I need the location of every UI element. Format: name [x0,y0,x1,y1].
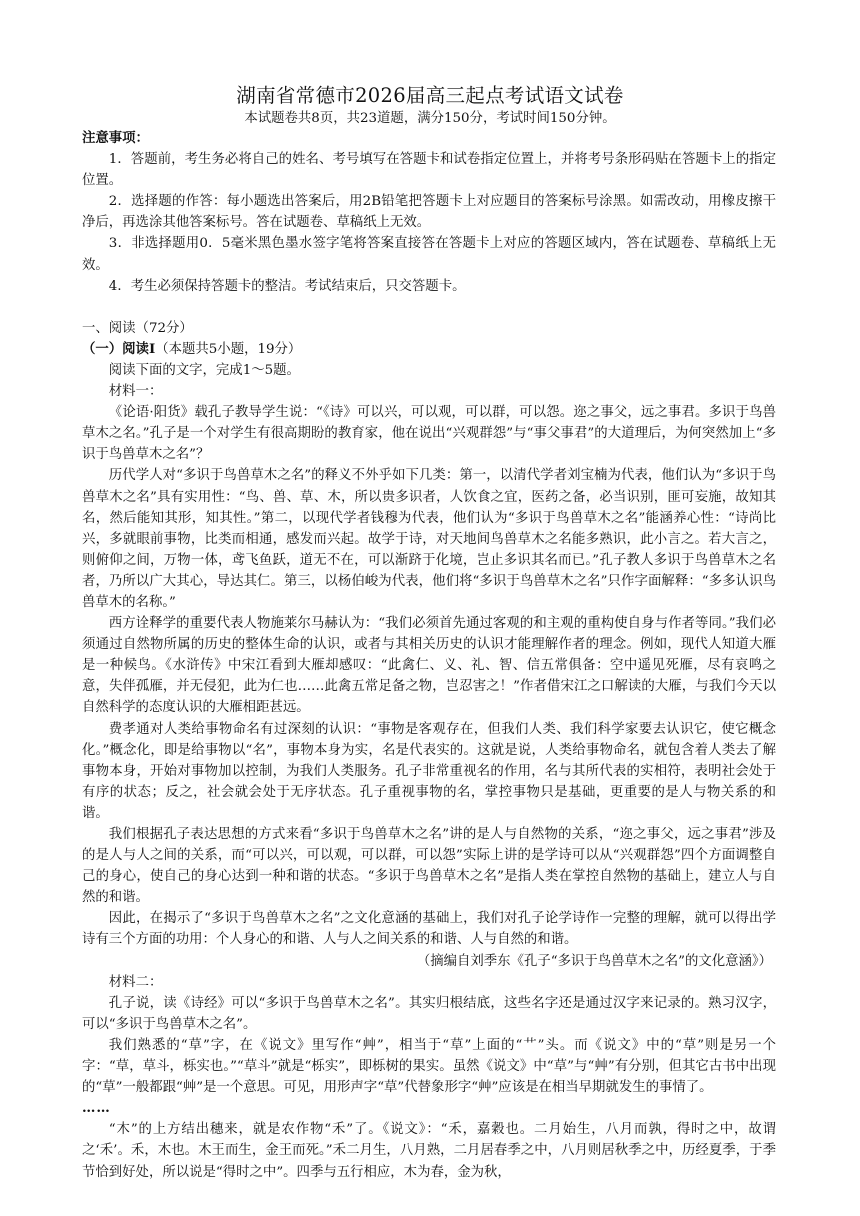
reading-instruction: 阅读下面的文字，完成1～5题。 [108,362,300,378]
material-paragraph: 费孝通对人类给事物命名有过深刻的认识：“事物是客观存在，但我们人类、我们科学家要去认识它，使它概念化。”概念化，即是给事物以“名”，事物本身为实，名是代表实的。这就是说，人类给事物命名，就包含着人类去了解事物本身，开始对事物加以控制，为我们人类服务。孔子非常重视名的作用，名与其所代表的实相符，表明社会处于有序的状态；反之，社会就会处于无序状态。孔子重视事物的名，掌控事物只是基础，更重要的是人与物关系的和谐。 [82,721,776,821]
material-paragraph: “木”的上方结出穗来，就是农作物“禾”了。《说文》：“禾，嘉穀也。二月始生，八月而孰，得时之中，故谓之‘禾’。禾，木也。木王而生，金王而死。”禾二月生，八月熟，二月居春季之中，八月则居秋季之中，历经夏季，于季节恰到好处，所以说是“得时之中”。四季与五行相应，木为春，金为秋， [82,1122,776,1180]
material-paragraph: 《论语·阳货》载孔子教导学生说：“《诗》可以兴，可以观，可以群，可以怨。迩之事父，远之事君。多识于鸟兽草木之名。”孔子是一个对学生有很高期盼的教育家，他在说出“兴观群怨”与“事父事君”的大道理后，为何突然加上“多识于鸟兽草木之名”？ [82,405,776,463]
notice-item: 2．选择题的作答：每小题选出答案后，用2B铅笔把答题卡上对应题目的答案标号涂黑。如需改动，用橡皮擦干净后，再选涂其他答案标号。答在试题卷、草稿纸上无效。 [82,194,776,231]
material-paragraph: 西方诠释学的重要代表人物施莱尔马赫认为：“我们必须首先通过客观的和主观的重构使自身与作者等同。”我们必须通过自然物所属的历史的整体生命的认识，或者与其相关历史的认识才能理解作者的理念。例如，现代人知道大雁是一种候鸟。《水浒传》中宋江看到大雁却感叹：“此禽仁、义、礼、智、信五常俱备：空中遥见死雁，尽有哀鸣之意，失伴孤雁，并无侵犯，此为仁也……此禽五常足备之物，岂忍害之！”作者借宋江之口解读的大雁，与我们今天以自然科学的态度认识的大雁相距甚远。 [82,616,776,716]
material-paragraph: 我们根据孔子表达思想的方式来看“多识于鸟兽草木之名”讲的是人与自然物的关系，“迩之事父，远之事君”涉及的是人与人之间的关系，而“可以兴，可以观，可以群，可以怨”实际上讲的是学诗可以从“兴观群怨”四个方面调整自己的身心，使自己的身心达到一种和谐的状态。“多识于鸟兽草木之名”是指人类在掌控自然物的基础上，建立人与自然的和谐。 [82,827,776,906]
exam-body [82,128,776,1183]
ellipsis-separator: …… [82,1100,111,1117]
material-source: （摘编自刘季东《孔子“多识于鸟兽草木之名”的文化意涵》） [416,953,772,969]
material-label: 材料一： [108,384,163,400]
part-title [82,339,776,360]
notice-item: 4．考生必须保持答题卡的整洁。考试结束后，只交答题卡。 [108,278,466,294]
part-label: （一）阅读Ⅰ [82,340,156,357]
material-label: 材料二： [108,974,163,990]
notice-heading: 注意事项： [82,130,149,146]
spacer [82,297,776,318]
exam-subtitle: 本试题卷共8页，共23道题，满分150分，考试时间150分钟。 [244,111,616,126]
notice-item: 3．非选择题用0．5毫米黑色墨水签字笔将答案直接答在答题卡上对应的答题区域内，答在试题卷、草稿纸上无效。 [82,236,776,273]
material-paragraph: 孔子说，读《诗经》可以“多识于鸟兽草木之名”。其实归根结底，这些名字还是通过汉字来记录的。熟习汉字，可以“多识于鸟兽草木之名”。 [82,995,776,1032]
exam-title: 湖南省常德市2026届高三起点考试语文试卷 [236,84,624,107]
material-paragraph: 历代学人对“多识于鸟兽草木之名”的释义不外乎如下几类：第一，以清代学者刘宝楠为代表，他们认为“多识于鸟兽草木之名”具有实用性：“鸟、兽、草、木，所以贵多识者，人饮食之宜，医药之备，必当识别，匪可妄施，故知其名，然后能知其形，知其性。”第二，以现代学者钱穆为代表，他们认为“多识于鸟兽草木之名”能涵养心性：“诗尚比兴，多就眼前事物，比类而相通，感发而兴起。故学于诗，对天地间鸟兽草木之名能多熟识，此小言之。若大言之，则俯仰之间，万物一体，鸢飞鱼跃，道无不在，可以渐跻于化境，岂止多识其名而已。”孔子教人多识于鸟兽草木之名者，乃所以广大其心，导达其仁。第三，以杨伯峻为代表，他们将“多识于鸟兽草木之名”只作字面解释：“多多认识鸟兽草木的名称。” [82,468,776,610]
material-paragraph: 因此，在揭示了“多识于鸟兽草木之名”之文化意涵的基础上，我们对孔子论学诗作一完整的理解，就可以得出学诗有三个方面的功用：个人身心的和谐、人与人之间关系的和谐、人与自然的和谐。 [82,911,776,948]
material-paragraph: 我们熟悉的“草”字，在《说文》里写作“艸”，相当于“草”上面的“艹”头。而《说文》中的“草”则是另一个字：“草，草斗，栎实也。”“草斗”就是“栎实”，即栎树的果实。虽然《说文》中“草”与“艸”有分别，但其它古书中出现的“草”一般都跟“艸”是一个意思。可见，用形声字“草”代替象形字“艸”应该是在相当早期就发生的事情了。 [82,1037,776,1096]
section-title: 一、阅读（72分） [82,320,193,336]
part-detail: （本题共5小题，19分） [155,341,302,357]
notice-item: 1．答题前，考生务必将自己的姓名、考号填写在答题卡和试卷指定位置上，并将考号条形码贴在答题卡上的指定位置。 [82,152,776,189]
